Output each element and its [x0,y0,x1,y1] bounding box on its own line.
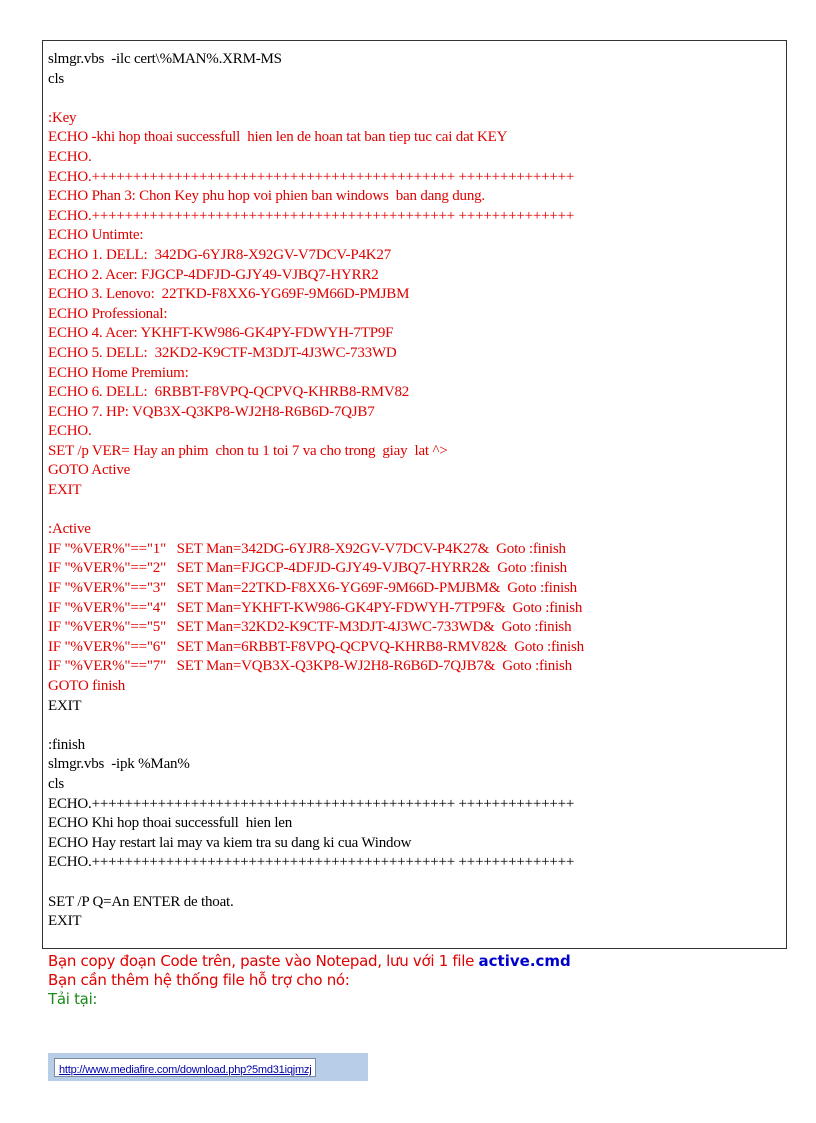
instruction-line-support: Bạn cần thêm hệ thống file hỗ trợ cho nó: [48,971,350,989]
download-link-bar [48,1053,368,1081]
code-line: ECHO Hay restart lai may va kiem tra su dang ki cua Window [48,834,412,851]
code-line: IF "%VER%"=="6" SET Man=6RBBT-F8VPQ-QCPVQ-KHRB8-RMV82& Goto :finish [48,638,584,655]
code-line: ECHO 4. Acer: YKHFT-KW986-GK4PY-FDWYH-7TP9F [48,325,394,342]
code-line: ECHO Phan 3: Chon Key phu hop voi phien ban windows ban dang dung. [48,188,485,205]
code-line: ECHO 7. HP: VQB3X-Q3KP8-WJ2H8-R6B6D-7QJB7 [48,403,375,420]
code-line: ECHO 6. DELL: 6RBBT-F8VPQ-QCPVQ-KHRB8-RMV82 [48,384,410,401]
code-line: IF "%VER%"=="1" SET Man=342DG-6YJR8-X92GV-V7DCV-P4K27& Goto :finish [48,540,566,557]
code-line: GOTO Active [48,462,131,479]
code-line: ECHO Professional: [48,305,168,322]
code-line: ECHO Untimte: [48,227,144,244]
filename-label: active.cmd [478,952,571,970]
code-line: IF "%VER%"=="2" SET Man=FJGCP-4DFJD-GJY49-VJBQ7-HYRR2& Goto :finish [48,560,567,577]
code-line: ECHO Home Premium: [48,364,189,381]
instructions [48,952,571,1009]
code-line: ECHO 2. Acer: FJGCP-4DFJD-GJY49-VJBQ7-HYRR2 [48,266,379,283]
code-line: ECHO.++++++++++++++++++++++++++++++++++++++++++++ ++++++++++++++ [48,854,575,871]
code-line: SET /P Q=An ENTER de thoat. [48,893,234,910]
download-link[interactable]: http://www.mediafire.com/download.php?5md31iqjmzj [59,1064,312,1076]
code-line [48,716,786,736]
code-line: IF "%VER%"=="7" SET Man=VQB3X-Q3KP8-WJ2H8-R6B6D-7QJB7& Goto :finish [48,658,572,675]
code-line: IF "%VER%"=="4" SET Man=YKHFT-KW986-GK4PY-FDWYH-7TP9F& Goto :finish [48,599,583,616]
code-line: ECHO. [48,423,92,440]
code-line: SET /p VER= Hay an phim chon tu 1 toi 7 va cho trong giay lat ^> [48,442,448,459]
code-line: ECHO 1. DELL: 342DG-6YJR8-X92GV-V7DCV-P4K27 [48,246,392,263]
code-line: ECHO -khi hop thoai successfull hien len de hoan tat ban tiep tuc cai dat KEY [48,129,508,146]
code-line: :Key [48,109,77,126]
code-line: ECHO 3. Lenovo: 22TKD-F8XX6-YG69F-9M66D-PMJBM [48,286,410,303]
code-line [48,89,786,109]
code-line: cls [48,775,65,792]
code-line: ECHO.++++++++++++++++++++++++++++++++++++++++++++ ++++++++++++++ [48,168,575,185]
code-line: ECHO 5. DELL: 32KD2-K9CTF-M3DJT-4J3WC-733WD [48,344,397,361]
code-line: ECHO. [48,148,92,165]
code-line: GOTO finish [48,678,126,694]
instruction-copy-text: Bạn copy đoạn Code trên, paste vào Notepad, lưu với 1 file [48,952,479,970]
instruction-line-copy [48,952,571,971]
code-line: IF "%VER%"=="5" SET Man=32KD2-K9CTF-M3DJT-4J3WC-733WD& Goto :finish [48,619,572,636]
code-line: :finish [48,736,85,753]
code-line [48,501,786,521]
instruction-line-download: Tải tại: [48,990,98,1008]
code-line: :Active [48,521,91,538]
code-line: ECHO.++++++++++++++++++++++++++++++++++++++++++++ ++++++++++++++ [48,207,575,224]
code-line: IF "%VER%"=="3" SET Man=22TKD-F8XX6-YG69F-9M66D-PMJBM& Goto :finish [48,580,577,597]
code-line: slmgr.vbs -ipk %Man% [48,756,190,773]
code-line: ECHO Khi hop thoai successfull hien len [48,815,293,832]
code-block [42,40,787,949]
code-line: EXIT [48,697,82,714]
code-line: EXIT [48,913,82,930]
code-line: slmgr.vbs -ilc cert\%MAN%.XRM-MS [48,51,282,67]
code-line: EXIT [48,482,82,499]
code-line [48,873,786,893]
download-link-box [54,1058,316,1077]
code-line: ECHO.++++++++++++++++++++++++++++++++++++++++++++ ++++++++++++++ [48,795,575,812]
code-line: cls [48,70,65,87]
